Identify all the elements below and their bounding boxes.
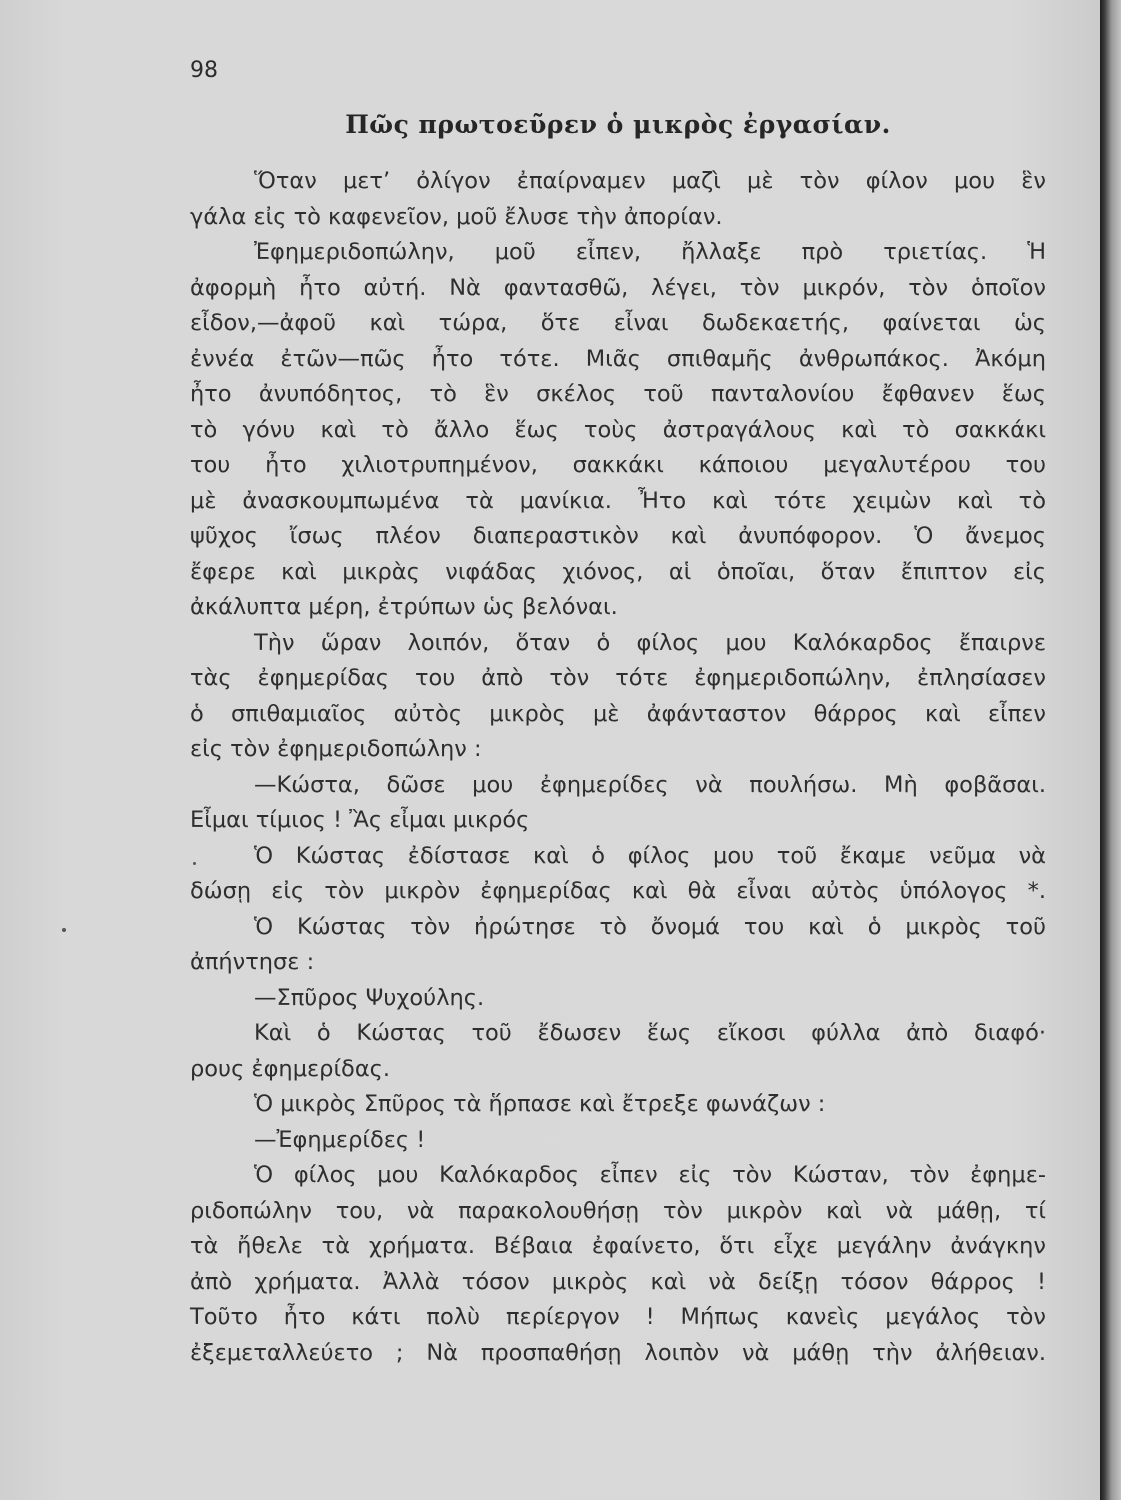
text-line: Ἐφημεριδοπώλην, μοῦ εἶπεν, ἤλλαξε πρὸ τριετίας. Ἡ bbox=[254, 239, 1046, 265]
text-line: Τὴν ὥραν λοιπόν, ὅταν ὁ φίλος μου Καλόκαρδος ἔπαιρνε bbox=[254, 629, 1046, 656]
text-line: δώσῃ εἰς τὸν μικρὸν ἐφημερίδας καὶ θὰ εἶναι αὐτὸς ὑπόλογος *. bbox=[190, 878, 1046, 904]
book-gutter-shadow bbox=[1100, 0, 1121, 1500]
text-line: ἀπὸ χρήματα. Ἀλλὰ τόσον μικρὸς καὶ νὰ δείξῃ τόσον θάρρος ! bbox=[190, 1268, 1046, 1295]
text-line: ἔφερε καὶ μικρὰς νιφάδας χιόνος, αἱ ὁποῖαι, ὅταν ἔπιπτον εἰς bbox=[190, 558, 1046, 585]
text-line: Ὁ φίλος μου Καλόκαρδος εἶπεν εἰς τὸν Κώσταν, τὸν ἐφημε- bbox=[254, 1162, 1046, 1188]
text-line: —Σπῦρος Ψυχούλης. bbox=[254, 984, 485, 1011]
text-line: Τοῦτο ἦτο κάτι πολὺ περίεργον ! Μήπως κανεὶς μεγάλος τὸν bbox=[190, 1304, 1046, 1330]
paper-speck bbox=[193, 862, 196, 865]
text-line: τὸ γόνυ καὶ τὸ ἄλλο ἕως τοὺς ἀστραγάλους καὶ τὸ σακκάκι bbox=[190, 416, 1046, 443]
text-line: Καὶ ὁ Κώστας τοῦ ἔδωσεν ἕως εἴκοσι φύλλα ἀπὸ διαφό· bbox=[254, 1020, 1046, 1046]
text-line: Ὅταν μετ’ ὀλίγον ἐπαίρναμεν μαζὶ μὲ τὸν φίλον μου ἓν bbox=[254, 168, 1046, 194]
text-line: Εἶμαι τίμιος ! Ἂς εἶμαι μικρός bbox=[190, 807, 530, 833]
text-line: ἀφορμὴ ἦτο αὐτή. Νὰ φαντασθῶ, λέγει, τὸν μικρόν, τὸν ὁποῖον bbox=[190, 274, 1046, 301]
text-line: τὰς ἐφημερίδας του ἀπὸ τὸν τότε ἐφημεριδοπώλην, ἐπλησίασεν bbox=[190, 665, 1046, 691]
chapter-title: Πῶς πρωτοεῦρεν ὁ μικρὸς ἐργασίαν. bbox=[345, 110, 891, 139]
body-text bbox=[190, 164, 1046, 1371]
text-line: ἐξεμεταλλεύετο ; Νὰ προσπαθήσῃ λοιπὸν νὰ μάθῃ τὴν ἀλήθειαν. bbox=[190, 1339, 1046, 1366]
text-line: Ὁ μικρὸς Σπῦρος τὰ ἥρπασε καὶ ἔτρεξε φωνάζων : bbox=[254, 1091, 826, 1117]
text-line: ἦτο ἀνυπόδητος, τὸ ἓν σκέλος τοῦ πανταλονίου ἔφθανεν ἕως bbox=[190, 381, 1046, 407]
text-line: ρους ἐφημερίδας. bbox=[190, 1055, 391, 1082]
text-line: —Ἐφημερίδες ! bbox=[254, 1126, 426, 1153]
text-line: ἀπήντησε : bbox=[190, 949, 315, 975]
text-line: γάλα εἰς τὸ καφενεῖον, μοῦ ἔλυσε τὴν ἀπορίαν. bbox=[190, 203, 723, 230]
text-line: του ἦτο χιλιοτρυπημένον, σακκάκι κάποιου μεγαλυτέρου του bbox=[190, 452, 1046, 478]
text-line: εἰς τὸν ἐφημεριδοπώλην : bbox=[190, 736, 482, 762]
text-line: τὰ ἤθελε τὰ χρήματα. Βέβαια ἐφαίνετο, ὅτι εἶχε μεγάλην ἀνάγκην bbox=[190, 1233, 1046, 1259]
text-line: Ὁ Κώστας ἐδίστασε καὶ ὁ φίλος μου τοῦ ἔκαμε νεῦμα νὰ bbox=[254, 842, 1046, 869]
text-line: Ὁ Κώστας τὸν ἠρώτησε τὸ ὄνομά του καὶ ὁ μικρὸς τοῦ bbox=[254, 913, 1046, 940]
paper-speck bbox=[62, 928, 66, 932]
page-number: 98 bbox=[190, 58, 218, 83]
text-line: ἀκάλυπτα μέρη, ἐτρύπων ὡς βελόναι. bbox=[190, 594, 618, 620]
text-line: ψῦχος ἴσως πλέον διαπεραστικὸν καὶ ἀνυπόφορον. Ὁ ἄνεμος bbox=[190, 523, 1046, 549]
text-line: —Κώστα, δῶσε μου ἐφημερίδες νὰ πουλήσω. Μὴ φοβᾶσαι. bbox=[254, 771, 1046, 798]
text-line: ὁ σπιθαμιαῖος αὐτὸς μικρὸς μὲ ἀφάνταστον θάρρος καὶ εἶπεν bbox=[190, 700, 1046, 727]
text-line: ριδοπώλην του, νὰ παρακολουθήσῃ τὸν μικρὸν καὶ νὰ μάθῃ, τί bbox=[190, 1197, 1046, 1224]
text-line: εἶδον,—ἀφοῦ καὶ τώρα, ὅτε εἶναι δωδεκαετής, φαίνεται ὡς bbox=[190, 310, 1046, 336]
text-line: ἐννέα ἐτῶν—πῶς ἦτο τότε. Μιᾶς σπιθαμῆς ἀνθρωπάκος. Ἀκόμη bbox=[190, 345, 1046, 372]
text-line: μὲ ἀνασκουμπωμένα τὰ μανίκια. Ἦτο καὶ τότε χειμὼν καὶ τὸ bbox=[190, 487, 1046, 514]
